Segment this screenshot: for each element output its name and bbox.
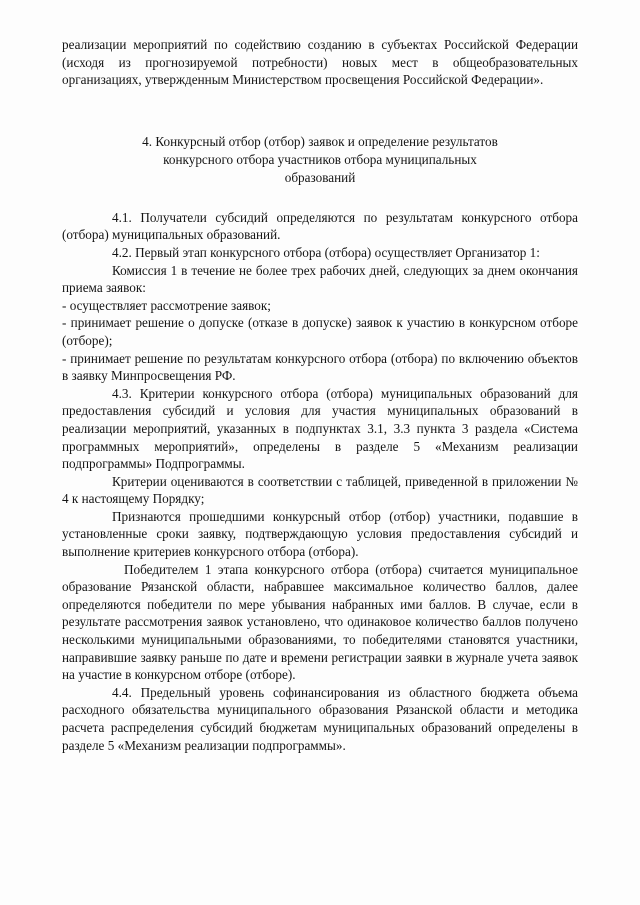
document-page xyxy=(62,36,578,754)
section-heading-line-2: конкурсного отбора участников отбора муниципальных xyxy=(163,151,477,167)
section-heading-line-3: образований xyxy=(284,169,356,185)
winner-paragraph: Победителем 1 этапа конкурсного отбора (отбора) считается муниципальное образование Рязанской области, набравшее максимальное количество баллов, далее определяются победители по мере убывания набранных ими баллов. В случае, если в результате рассмотрения заявок установлено, что одинаковое количество баллов получено несколькими муниципальными образованиями, то победителями становятся участники, направившие заявку раньше по дате и времени регистрации заявки в журнале учета заявок на участие в конкурсном отборе (отборе). xyxy=(62,561,578,683)
criteria-paragraph: Критерии оцениваются в соответствии с таблицей, приведенной в приложении № 4 к настоящему Порядку; xyxy=(62,473,578,507)
paragraph-4-1: 4.1. Получатели субсидий определяются по результатам конкурсного отбора (отбора) муниципальных образований. xyxy=(62,209,578,243)
list-item-review: - осуществляет рассмотрение заявок; xyxy=(62,297,271,313)
commission-paragraph: Комиссия 1 в течение не более трех рабочих дней, следующих за днем окончания приема заявок: xyxy=(62,262,578,296)
list-item-admission: - принимает решение о допуске (отказе в допуске) заявок к участию в конкурсном отборе (отборе); xyxy=(62,315,578,348)
passed-paragraph: Признаются прошедшими конкурсный отбор (отбор) участники, подавшие в установленные сроки заявку, подтверждающую условия предоставления субсидий и выполнение критериев конкурсного отбора (отбора). xyxy=(62,508,578,560)
section-heading xyxy=(62,133,578,187)
paragraph-4-2: 4.2. Первый этап конкурсного отбора (отбора) осуществляет Организатор 1: xyxy=(112,244,540,260)
section-heading-line-1: 4. Конкурсный отбор (отбор) заявок и определение результатов xyxy=(142,133,498,149)
paragraph-4-4: 4.4. Предельный уровень софинансирования из областного бюджета объема расходного обязательства муниципального образования Рязанской области и методика расчета распределения субсидий бюджетам муниципальных образований определены в разделе 5 «Механизм реализации подпрограммы». xyxy=(62,684,578,753)
intro-paragraph: реализации мероприятий по содействию созданию в субъектах Российской Федерации (исходя из прогнозируемой потребности) новых мест в общеобразовательных организациях, утвержденным Министерством просвещения Российской Федерации». xyxy=(62,37,578,88)
paragraph-4-3: 4.3. Критерии конкурсного отбора (отбора) муниципальных образований для предоставления субсидий и условия для участия муниципальных образований в реализации мероприятий, указанных в подпунктах 3.1, 3.3 пункта 3 раздела «Система программных мероприятий», определены в разделе 5 «Механизм реализации подпрограммы» Подпрограммы. xyxy=(62,385,578,472)
list-item-decision: - принимает решение по результатам конкурсного отбора (отбора) по включению объектов в заявку Минпросвещения РФ. xyxy=(62,350,578,384)
